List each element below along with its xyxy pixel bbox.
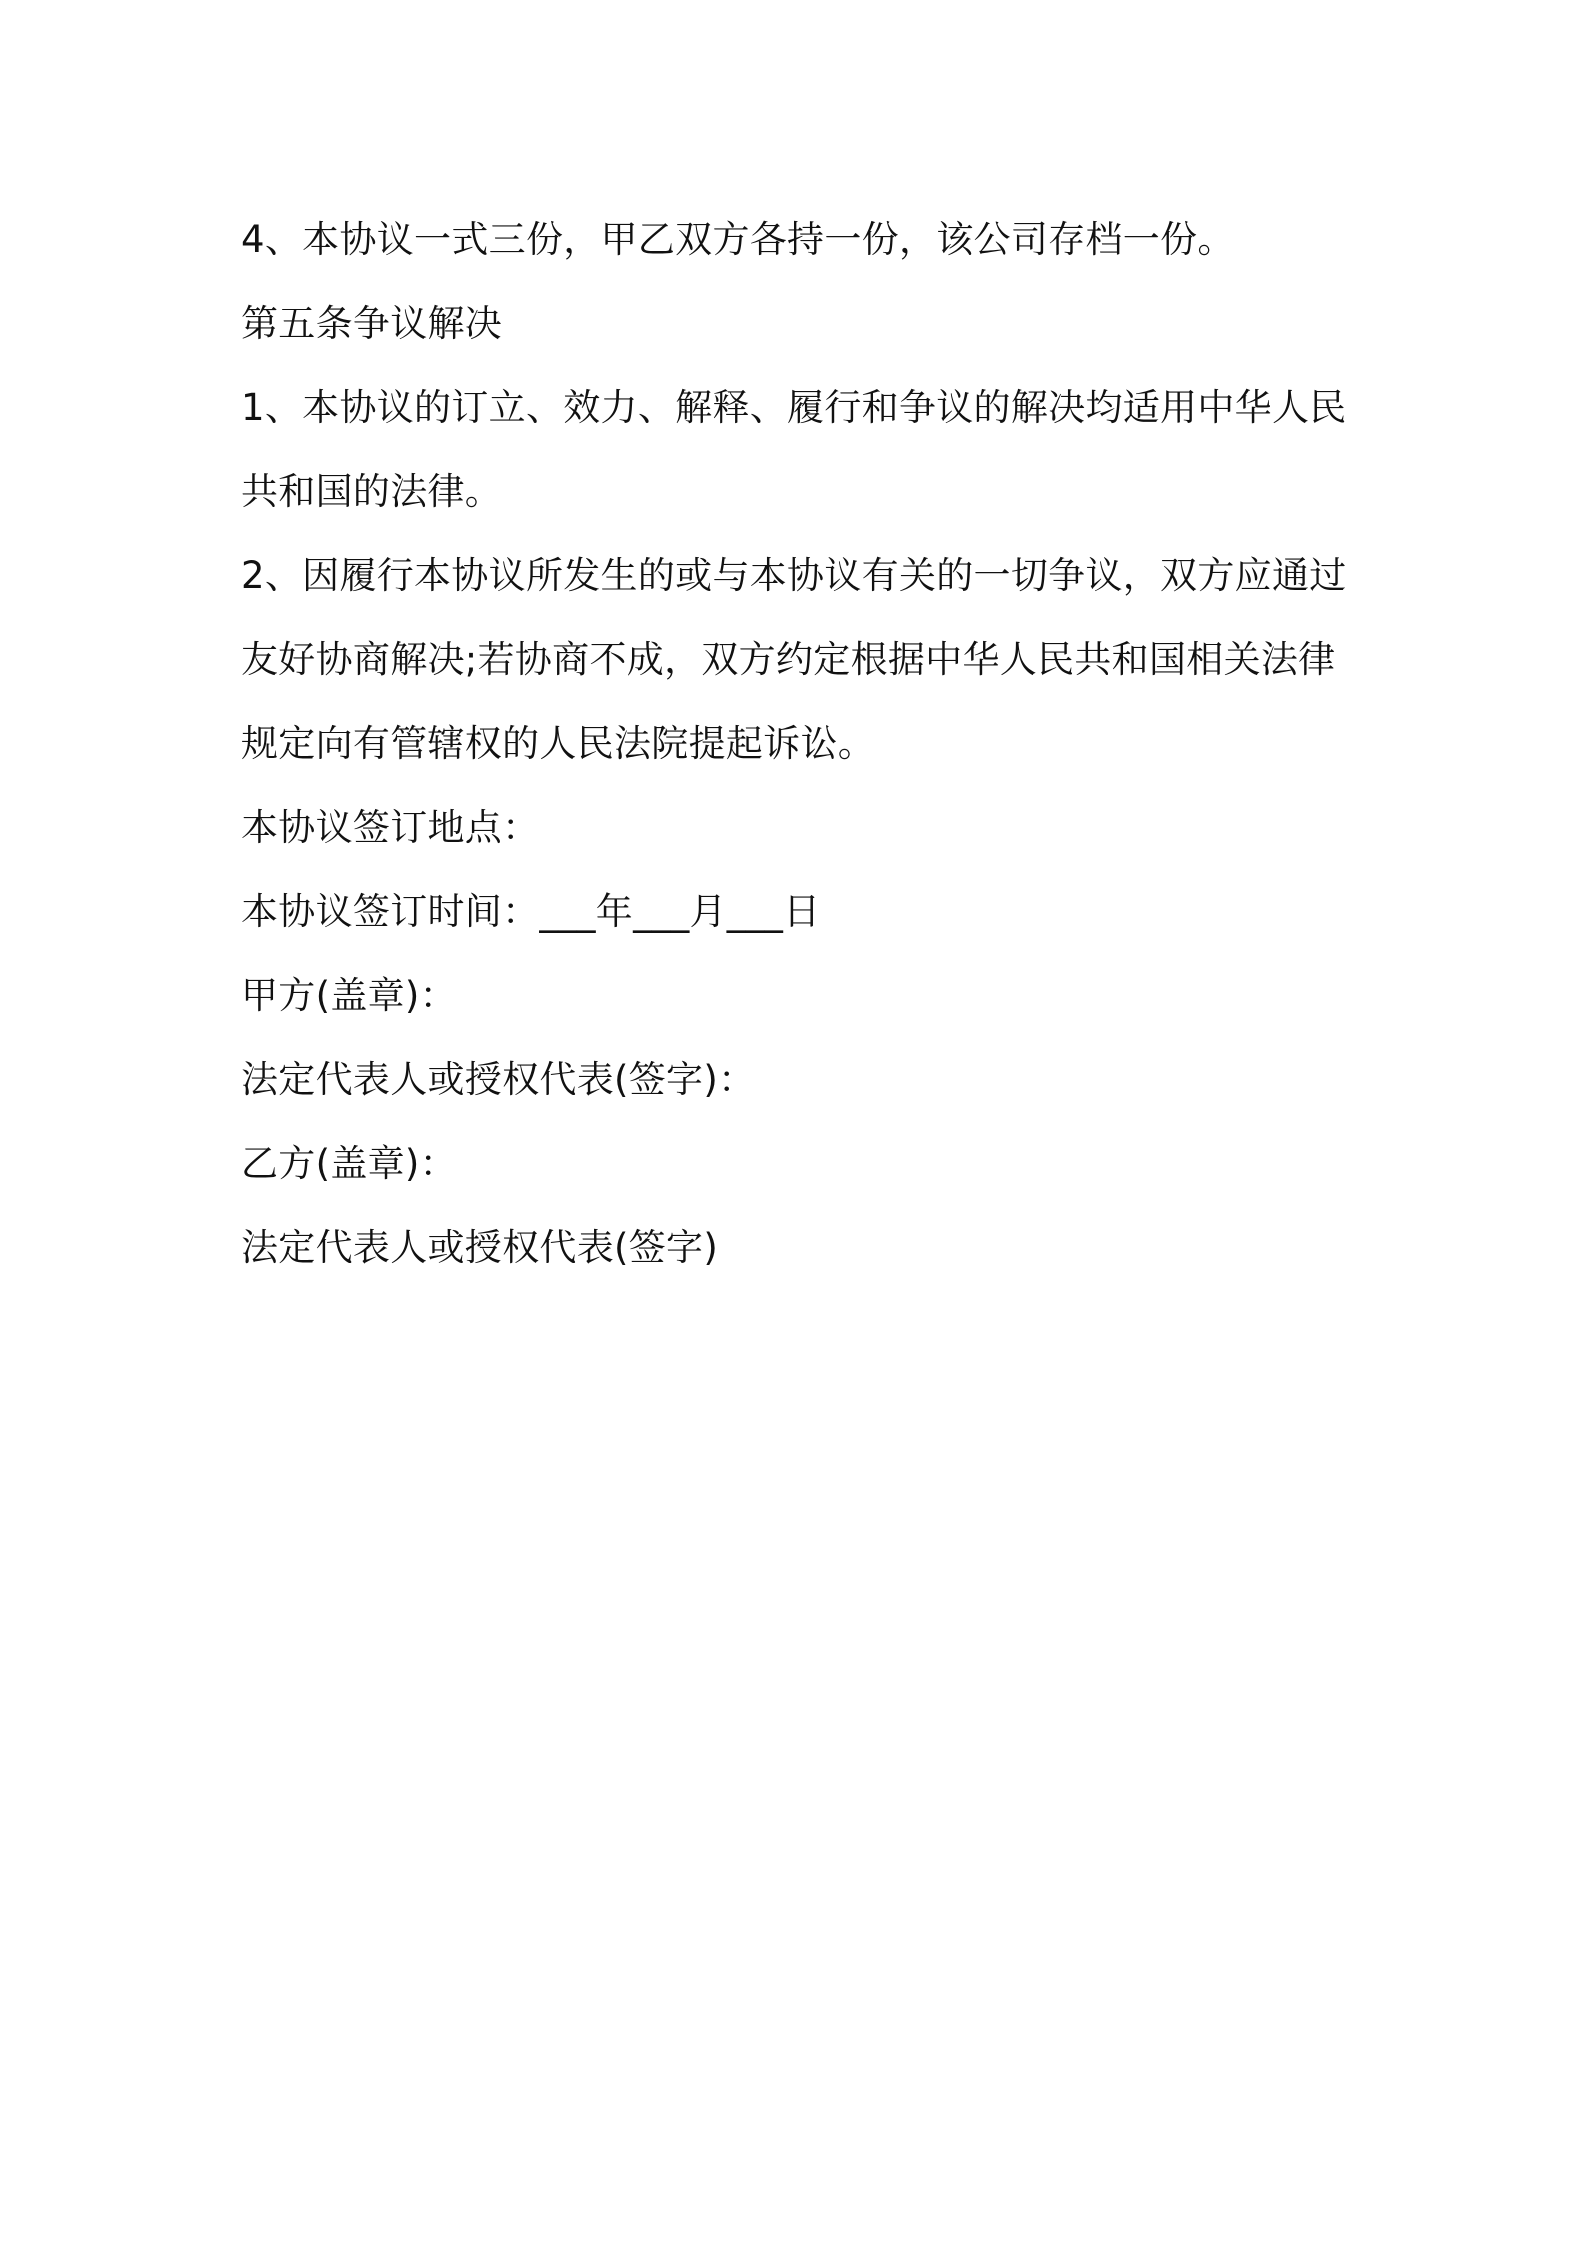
signing-place: 本协议签订地点： bbox=[241, 806, 540, 849]
party-a-representative-signature: 法定代表人或授权代表(签字)： bbox=[241, 1058, 756, 1101]
party-b-representative-signature: 法定代表人或授权代表(签字) bbox=[241, 1226, 719, 1269]
signing-date: 本协议签订时间：___年___月___日 bbox=[241, 890, 821, 933]
dispute-clause-1: 1、本协议的订立、效力、解释、履行和争议的解决均适用中华人民共和国的法律。 bbox=[241, 386, 1347, 513]
clause-4-copies: 4、本协议一式三份，甲乙双方各持一份，该公司存档一份。 bbox=[241, 218, 1235, 261]
party-b-seal: 乙方(盖章)： bbox=[241, 1142, 457, 1185]
document-body bbox=[241, 198, 1361, 1290]
article-5-heading: 第五条争议解决 bbox=[241, 302, 503, 345]
dispute-clause-2: 2、因履行本协议所发生的或与本协议有关的一切争议，双方应通过友好协商解决;若协商不成，双方约定根据中华人民共和国相关法律规定向有管辖权的人民法院提起诉讼。 bbox=[241, 554, 1347, 765]
party-a-seal: 甲方(盖章)： bbox=[241, 974, 457, 1017]
